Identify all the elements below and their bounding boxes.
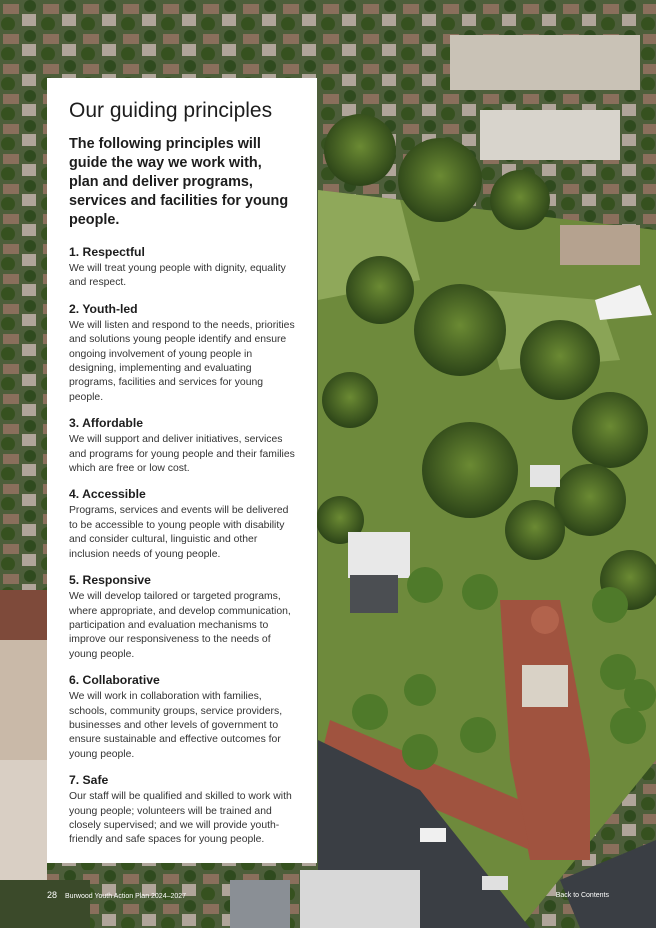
- principle-heading: 2. Youth-led: [69, 301, 138, 316]
- back-to-contents-link[interactable]: Back to Contents: [555, 892, 609, 899]
- principle-heading: 5. Responsive: [69, 573, 151, 588]
- principle-body: Our staff will be qualified and skilled to work with young people; volunteers will be trained and closely supervised; and we will provide youth-friendly and safe spaces for young people.: [69, 791, 292, 846]
- principle-affordable: [69, 415, 295, 476]
- principle-body: We will develop tailored or targeted programs, where appropriate, and develop communication, participation and evaluation mechanisms to improve our responsiveness to the needs of young people.: [69, 591, 291, 660]
- principle-heading: 6. Collaborative: [69, 673, 160, 688]
- page-footer: [47, 890, 186, 900]
- principle-body: We will support and deliver initiatives, services and programs for young people and their families which are free or low cost.: [69, 434, 295, 475]
- principle-heading: 7. Safe: [69, 773, 109, 788]
- principle-youth-led: [69, 301, 295, 405]
- document-title: Burwood Youth Action Plan 2024–2027: [65, 893, 187, 900]
- principle-body: We will work in collaboration with families, schools, community groups, service providers, businesses and other levels of government to ensure sustainable and effective outcomes for young people.: [69, 691, 283, 760]
- intro-text: The following principles will guide the way we work with, plan and deliver programs, services and facilities for young people.: [69, 136, 289, 228]
- principles-panel: [47, 78, 317, 863]
- principle-safe: [69, 772, 295, 848]
- principle-body: We will listen and respond to the needs, priorities and solutions young people identify and ensure ongoing involvement of young people in designing, implementing and evaluating programs, facilities and services for young people.: [69, 319, 295, 403]
- principle-heading: 1. Respectful: [69, 245, 145, 259]
- principle-heading: 3. Affordable: [69, 416, 144, 431]
- principle-heading: 4. Accessible: [69, 487, 146, 502]
- principle-responsive: [69, 572, 295, 662]
- principle-collaborative: [69, 672, 295, 762]
- principle-body: We will treat young people with dignity, equality and respect.: [69, 263, 286, 289]
- principle-accessible: [69, 486, 295, 562]
- page-number: 28: [47, 890, 58, 900]
- principle-respectful: [69, 244, 295, 291]
- principle-body: Programs, services and events will be delivered to be accessible to young people with disability and consider cultural, linguistic and other inclusion needs of young people.: [69, 505, 289, 560]
- page-title: Our guiding principles: [69, 99, 273, 122]
